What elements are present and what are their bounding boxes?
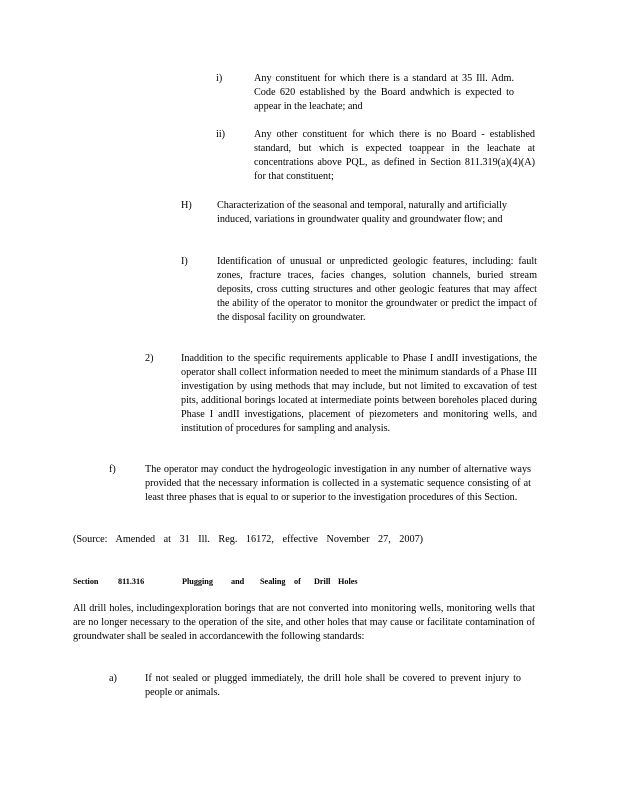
section-title-word-6: Holes [338,577,358,586]
item-H-text: Characterization of the seasonal and temporal, naturally and artificially induced, variations in groundwater quality and groundwater flow; and [217,200,507,225]
item-2-text: Inaddition to the specific requirements applicable to Phase I andII investigations, the operator shall collect information needed to meet the minimum standards of a Phase III investigation by using methods that may include, but not limited to excavation of test pits, additional borings located at intermediate points between boreholes placed during Phase I andII investigations, placement of piezometers and monitoring wells, and institution of procedures for sampling and analysis. [181,353,537,434]
item-f-label: f) [109,464,116,475]
item-i-label: i) [216,73,223,84]
item-i-text: Any constituent for which there is a standard at 35 Ill. Adm. Code 620 established by the Board andwhich is expected to appear in the leachate; and [254,73,514,112]
section-title-word-5: Drill [314,577,331,586]
item-ii-text: Any other constituent for which there is no Board - established standard, but which is expected toappear in the leachate at concentrations above PQL, as defined in Section 811.319(a)(4)(A) for that constituent; [254,129,535,182]
section-title-word-1: Plugging [182,577,213,586]
item-ii-label: ii) [216,129,226,140]
section-label: Section [73,577,99,586]
item-H-label: H) [181,200,192,211]
item-a-text: If not sealed or plugged immediately, the drill hole shall be covered to prevent injury to people or animals. [145,673,521,698]
section-number: 811.316 [118,577,145,586]
item-I-text: Identification of unusual or unpredicted geologic features, including: fault zones, fracture traces, facies changes, solution channels, buried stream deposits, cross cutting structures and other geologic features that may affect the ability of the operator to monitor the groundwater or predict the impact of the disposal facility on groundwater. [217,256,537,323]
source-note: (Source: Amended at 31 Ill. Reg. 16172, effective November 27, 2007) [73,534,424,545]
section-title-word-2: and [231,577,245,586]
item-2-label: 2) [145,353,154,364]
section-title-word-3: Sealing [260,577,286,586]
item-a-label: a) [109,673,117,684]
section-title-word-4: of [294,577,301,586]
item-f-text: The operator may conduct the hydrogeologic investigation in any number of alternative ways provided that the necessary information is collected in a systematic sequence consisting of at least three phases that is equal to or superior to the investigation procedures of this Section. [145,464,531,503]
intro-paragraph: All drill holes, includingexploration borings that are not converted into monitoring wells, monitoring wells that are no longer necessary to the operation of the site, and other holes that may cause or facilitate contamination of groundwater shall be sealed in accordancewith the following standards: [73,603,535,642]
item-I-label: I) [181,256,188,267]
